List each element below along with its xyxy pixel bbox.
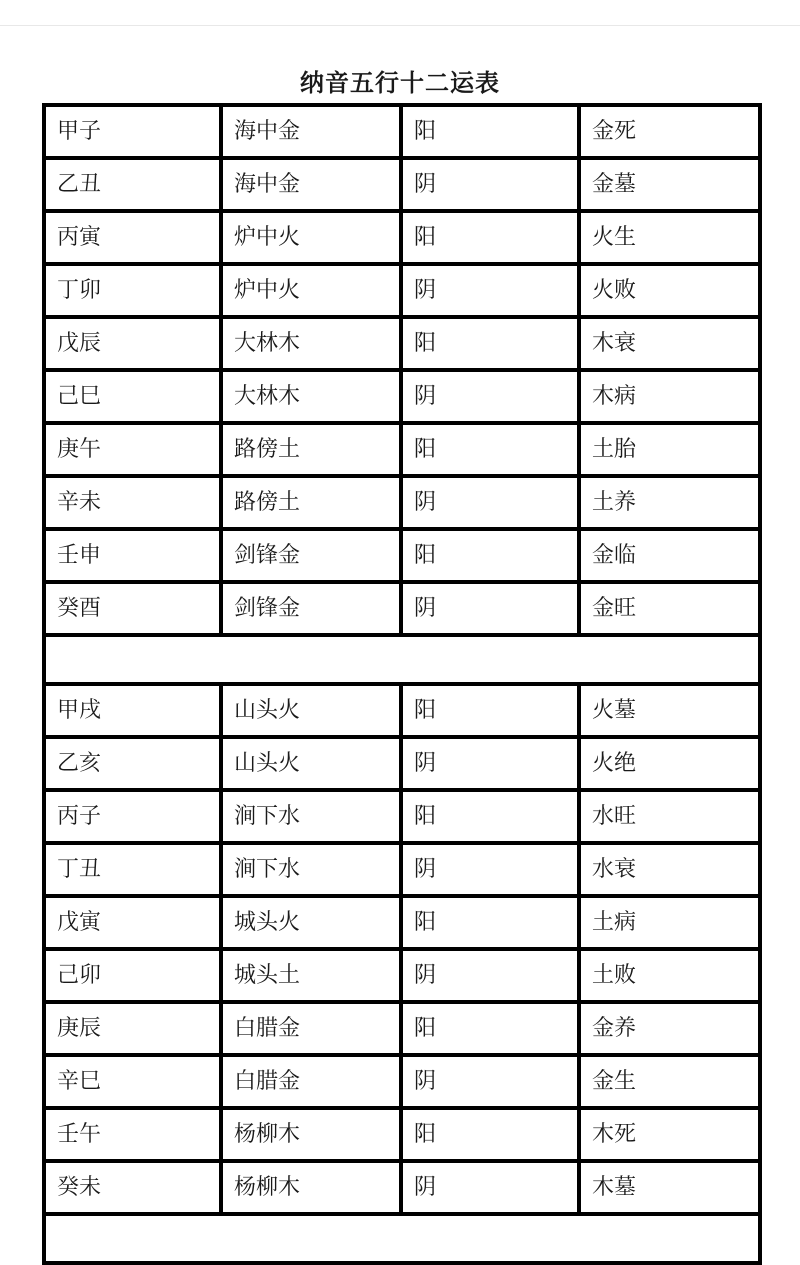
cell-nayin: 大林木 bbox=[221, 370, 401, 423]
cell-stage: 土胎 bbox=[579, 423, 760, 476]
cell-stage: 火墓 bbox=[579, 684, 760, 737]
cell-stage: 金旺 bbox=[579, 582, 760, 635]
cell-yinyang: 阳 bbox=[401, 529, 579, 582]
table-row bbox=[44, 896, 760, 949]
table-row bbox=[44, 684, 760, 737]
table-row bbox=[44, 1161, 760, 1214]
table-row bbox=[44, 529, 760, 582]
cell-nayin: 海中金 bbox=[221, 105, 401, 158]
cell-nayin: 剑锋金 bbox=[221, 529, 401, 582]
cell-yinyang: 阳 bbox=[401, 211, 579, 264]
cell-ganzhi: 辛未 bbox=[44, 476, 221, 529]
cell-yinyang: 阳 bbox=[401, 896, 579, 949]
cell-nayin: 城头土 bbox=[221, 949, 401, 1002]
table-row bbox=[44, 423, 760, 476]
cell-nayin: 白腊金 bbox=[221, 1002, 401, 1055]
cell-stage: 金死 bbox=[579, 105, 760, 158]
cell-stage: 金养 bbox=[579, 1002, 760, 1055]
cell-ganzhi: 癸未 bbox=[44, 1161, 221, 1214]
table-row bbox=[44, 476, 760, 529]
cell-stage: 水衰 bbox=[579, 843, 760, 896]
spacer-cell bbox=[44, 1214, 760, 1263]
spacer-row bbox=[44, 635, 760, 684]
cell-yinyang: 阳 bbox=[401, 423, 579, 476]
cell-ganzhi: 甲子 bbox=[44, 105, 221, 158]
cell-stage: 木死 bbox=[579, 1108, 760, 1161]
table-row bbox=[44, 317, 760, 370]
cell-yinyang: 阴 bbox=[401, 1161, 579, 1214]
cell-yinyang: 阳 bbox=[401, 1002, 579, 1055]
cell-ganzhi: 壬午 bbox=[44, 1108, 221, 1161]
spacer-cell bbox=[44, 635, 760, 684]
table-row bbox=[44, 843, 760, 896]
cell-yinyang: 阳 bbox=[401, 790, 579, 843]
cell-yinyang: 阴 bbox=[401, 949, 579, 1002]
cell-nayin: 炉中火 bbox=[221, 264, 401, 317]
cell-ganzhi: 壬申 bbox=[44, 529, 221, 582]
cell-ganzhi: 乙丑 bbox=[44, 158, 221, 211]
nayin-table-container bbox=[42, 103, 758, 1265]
cell-nayin: 白腊金 bbox=[221, 1055, 401, 1108]
table-row bbox=[44, 949, 760, 1002]
cell-nayin: 杨柳木 bbox=[221, 1161, 401, 1214]
cell-nayin: 炉中火 bbox=[221, 211, 401, 264]
cell-stage: 水旺 bbox=[579, 790, 760, 843]
cell-ganzhi: 癸酉 bbox=[44, 582, 221, 635]
table-row bbox=[44, 582, 760, 635]
cell-yinyang: 阴 bbox=[401, 582, 579, 635]
cell-nayin: 山头火 bbox=[221, 684, 401, 737]
cell-stage: 土败 bbox=[579, 949, 760, 1002]
cell-stage: 金临 bbox=[579, 529, 760, 582]
cell-ganzhi: 丁丑 bbox=[44, 843, 221, 896]
cell-stage: 木墓 bbox=[579, 1161, 760, 1214]
table-row bbox=[44, 737, 760, 790]
cell-ganzhi: 丙寅 bbox=[44, 211, 221, 264]
cell-yinyang: 阴 bbox=[401, 158, 579, 211]
cell-nayin: 山头火 bbox=[221, 737, 401, 790]
cell-nayin: 涧下水 bbox=[221, 843, 401, 896]
cell-ganzhi: 己巳 bbox=[44, 370, 221, 423]
cell-stage: 木衰 bbox=[579, 317, 760, 370]
cell-ganzhi: 甲戌 bbox=[44, 684, 221, 737]
cell-yinyang: 阴 bbox=[401, 1055, 579, 1108]
table-row bbox=[44, 1002, 760, 1055]
cell-ganzhi: 戊辰 bbox=[44, 317, 221, 370]
cell-yinyang: 阳 bbox=[401, 105, 579, 158]
nayin-table bbox=[42, 103, 762, 1265]
cell-yinyang: 阳 bbox=[401, 684, 579, 737]
cell-yinyang: 阳 bbox=[401, 317, 579, 370]
cell-ganzhi: 丙子 bbox=[44, 790, 221, 843]
cell-stage: 火生 bbox=[579, 211, 760, 264]
cell-stage: 金墓 bbox=[579, 158, 760, 211]
spacer-row bbox=[44, 1214, 760, 1263]
cell-stage: 金生 bbox=[579, 1055, 760, 1108]
table-row bbox=[44, 1108, 760, 1161]
cell-ganzhi: 辛巳 bbox=[44, 1055, 221, 1108]
table-row bbox=[44, 158, 760, 211]
cell-ganzhi: 丁卯 bbox=[44, 264, 221, 317]
table-row bbox=[44, 264, 760, 317]
cell-stage: 土养 bbox=[579, 476, 760, 529]
cell-ganzhi: 庚辰 bbox=[44, 1002, 221, 1055]
cell-ganzhi: 己卯 bbox=[44, 949, 221, 1002]
page-title: 纳音五行十二运表 bbox=[300, 69, 500, 97]
cell-yinyang: 阴 bbox=[401, 737, 579, 790]
cell-yinyang: 阴 bbox=[401, 476, 579, 529]
cell-nayin: 大林木 bbox=[221, 317, 401, 370]
cell-ganzhi: 戊寅 bbox=[44, 896, 221, 949]
cell-stage: 火败 bbox=[579, 264, 760, 317]
table-row bbox=[44, 1055, 760, 1108]
cell-nayin: 涧下水 bbox=[221, 790, 401, 843]
cell-yinyang: 阳 bbox=[401, 1108, 579, 1161]
table-row bbox=[44, 105, 760, 158]
cell-stage: 土病 bbox=[579, 896, 760, 949]
cell-ganzhi: 庚午 bbox=[44, 423, 221, 476]
cell-nayin: 路傍土 bbox=[221, 423, 401, 476]
table-row bbox=[44, 211, 760, 264]
cell-ganzhi: 乙亥 bbox=[44, 737, 221, 790]
cell-nayin: 城头火 bbox=[221, 896, 401, 949]
cell-stage: 火绝 bbox=[579, 737, 760, 790]
cell-yinyang: 阴 bbox=[401, 264, 579, 317]
cell-yinyang: 阴 bbox=[401, 843, 579, 896]
cell-nayin: 剑锋金 bbox=[221, 582, 401, 635]
cell-stage: 木病 bbox=[579, 370, 760, 423]
table-row bbox=[44, 790, 760, 843]
cell-nayin: 杨柳木 bbox=[221, 1108, 401, 1161]
top-divider bbox=[0, 25, 800, 26]
table-row bbox=[44, 370, 760, 423]
cell-yinyang: 阴 bbox=[401, 370, 579, 423]
cell-nayin: 海中金 bbox=[221, 158, 401, 211]
nayin-table-body bbox=[44, 105, 760, 1263]
cell-nayin: 路傍土 bbox=[221, 476, 401, 529]
